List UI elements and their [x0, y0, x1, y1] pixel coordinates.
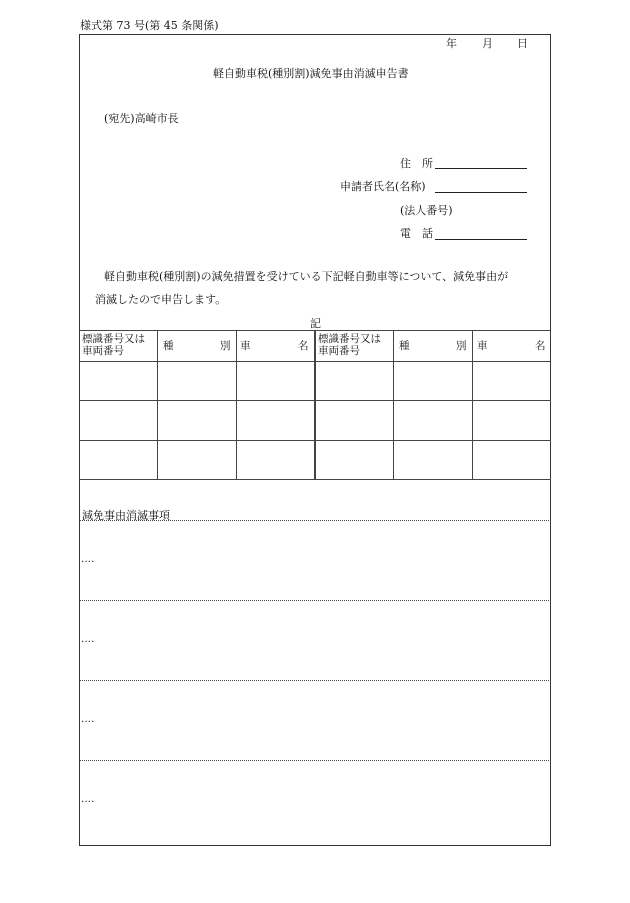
address-field[interactable] — [435, 168, 527, 169]
header-vehicle-name-a-2: 車 — [477, 340, 488, 352]
reason-line[interactable] — [80, 520, 549, 521]
header-type-b: 別 — [220, 340, 231, 352]
header-type-a: 種 — [163, 340, 174, 352]
reason-dots: .... — [81, 633, 95, 645]
header-type-a-2: 種 — [399, 340, 410, 352]
reason-dots: .... — [81, 713, 95, 725]
ki-label: 記 — [310, 317, 321, 330]
date-year-label: 年 — [446, 37, 457, 50]
date-day-label: 日 — [517, 37, 528, 50]
header-type-b-2: 別 — [456, 340, 467, 352]
table-col-divider — [393, 330, 394, 480]
phone-field[interactable] — [435, 239, 527, 240]
table-col-divider — [472, 330, 473, 480]
phone-label: 電 話 — [400, 227, 433, 240]
table-col-divider — [157, 330, 158, 480]
applicant-name-label: 申請者氏名(名称) — [340, 180, 426, 193]
reason-line[interactable] — [80, 760, 549, 761]
reason-line[interactable] — [80, 680, 549, 681]
reason-dots: .... — [81, 553, 95, 565]
reason-heading: 減免事由消滅事項 — [82, 509, 170, 522]
form-number: 様式第 73 号(第 45 条関係) — [80, 19, 219, 32]
date-month-label: 月 — [482, 37, 493, 50]
corporate-number-label: (法人番号) — [400, 204, 453, 217]
header-vehicle-name-a: 車 — [240, 340, 251, 352]
header-vehicle-name-b-2: 名 — [535, 340, 546, 352]
applicant-name-field[interactable] — [435, 192, 527, 193]
table-center-divider — [314, 330, 316, 480]
addressee: (宛先)高崎市長 — [104, 112, 179, 125]
header-plate-number: 標識番号又は 車両番号 — [82, 333, 145, 357]
address-label: 住 所 — [400, 157, 433, 170]
declaration-line-1: 軽自動車税(種別割)の減免措置を受けている下記軽自動車等について、減免事由が — [104, 270, 509, 283]
document-title: 軽自動車税(種別割)減免事由消滅申告書 — [213, 67, 409, 80]
header-plate-number-2: 標識番号又は 車両番号 — [318, 333, 381, 357]
table-col-divider — [236, 330, 237, 480]
header-vehicle-name-b: 名 — [298, 340, 309, 352]
reason-line[interactable] — [80, 600, 549, 601]
declaration-line-2: 消滅したので申告します。 — [95, 293, 227, 306]
reason-dots: .... — [81, 793, 95, 805]
